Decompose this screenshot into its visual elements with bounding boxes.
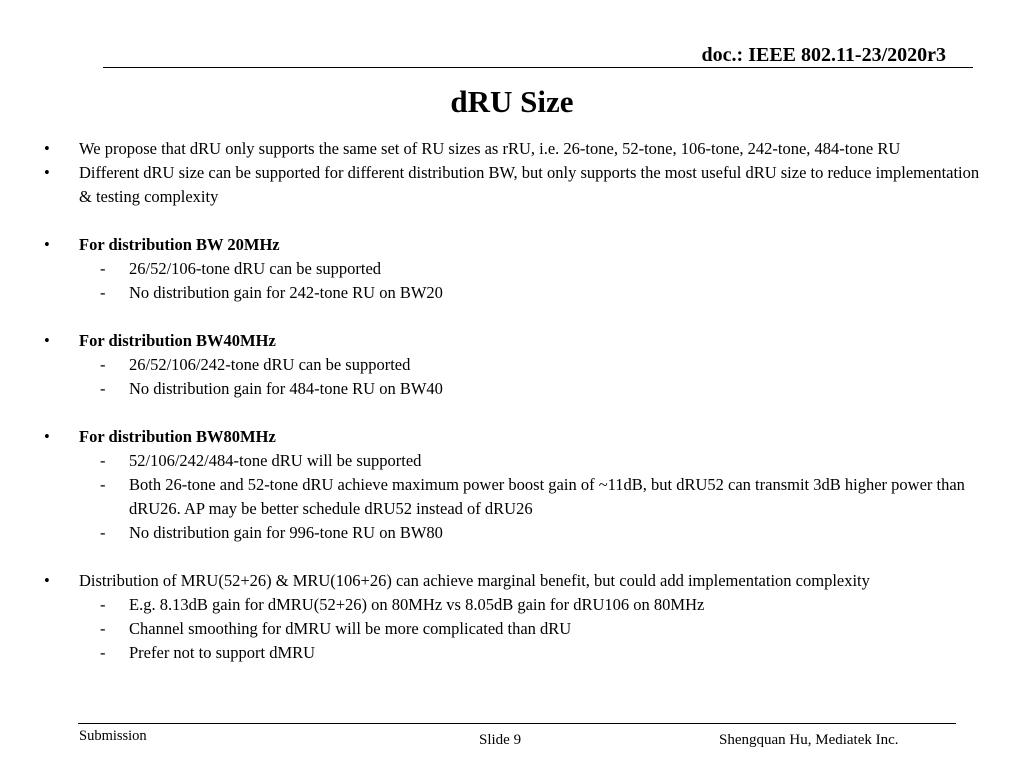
bullet-text: Distribution of MRU(52+26) & MRU(106+26) can achieve marginal benefit, but could add implementation complexity <box>79 571 870 590</box>
doc-id-header: doc.: IEEE 802.11-23/2020r3 <box>701 44 946 66</box>
bullet-text: We propose that dRU only supports the same set of RU sizes as rRU, i.e. 26-tone, 52-tone, 106-tone, 242-tone, 484-tone RU <box>79 139 901 158</box>
spacer <box>44 305 992 329</box>
sub-item: - Prefer not to support dMRU <box>44 641 992 665</box>
footer-author: Shengquan Hu, Mediatek Inc. <box>719 732 899 748</box>
bullet-item <box>44 425 992 449</box>
slide-title: dRU Size <box>450 84 574 119</box>
sub-item: - 26/52/106-tone dRU can be supported <box>44 257 992 281</box>
sub-item: - No distribution gain for 484-tone RU on BW40 <box>44 377 992 401</box>
slide-number: Slide 9 <box>479 732 522 748</box>
sub-item: - No distribution gain for 996-tone RU on BW80 <box>44 521 992 545</box>
bullet-text: For distribution BW 20MHz <box>79 235 280 254</box>
spacer <box>44 545 992 569</box>
footer-rule <box>78 723 956 724</box>
sub-item: - E.g. 8.13dB gain for dMRU(52+26) on 80MHz vs 8.05dB gain for dRU106 on 80MHz <box>44 593 992 617</box>
slide-content <box>44 137 992 665</box>
header-rule <box>103 67 973 68</box>
sub-item: - 52/106/242/484-tone dRU will be supported <box>44 449 992 473</box>
footer-submission: Submission <box>79 728 147 744</box>
bullet-text: For distribution BW80MHz <box>79 427 276 446</box>
spacer <box>44 209 992 233</box>
bullet-item <box>44 233 992 257</box>
bullet-item <box>44 569 992 593</box>
spacer <box>44 401 992 425</box>
sub-item: - Channel smoothing for dMRU will be more complicated than dRU <box>44 617 992 641</box>
sub-item: - Both 26-tone and 52-tone dRU achieve maximum power boost gain of ~11dB, but dRU52 can transmit 3dB higher power than dRU26. AP may be better schedule dRU52 instead of dRU26 <box>44 473 992 521</box>
bullet-text: For distribution BW40MHz <box>79 331 276 350</box>
bullet-item <box>44 137 992 161</box>
bullet-item <box>44 161 992 209</box>
sub-item: - No distribution gain for 242-tone RU on BW20 <box>44 281 992 305</box>
bullet-text: Different dRU size can be supported for different distribution BW, but only supports the most useful dRU size to reduce implementation & testing complexity <box>79 163 980 206</box>
bullet-item <box>44 329 992 353</box>
sub-item: - 26/52/106/242-tone dRU can be supported <box>44 353 992 377</box>
